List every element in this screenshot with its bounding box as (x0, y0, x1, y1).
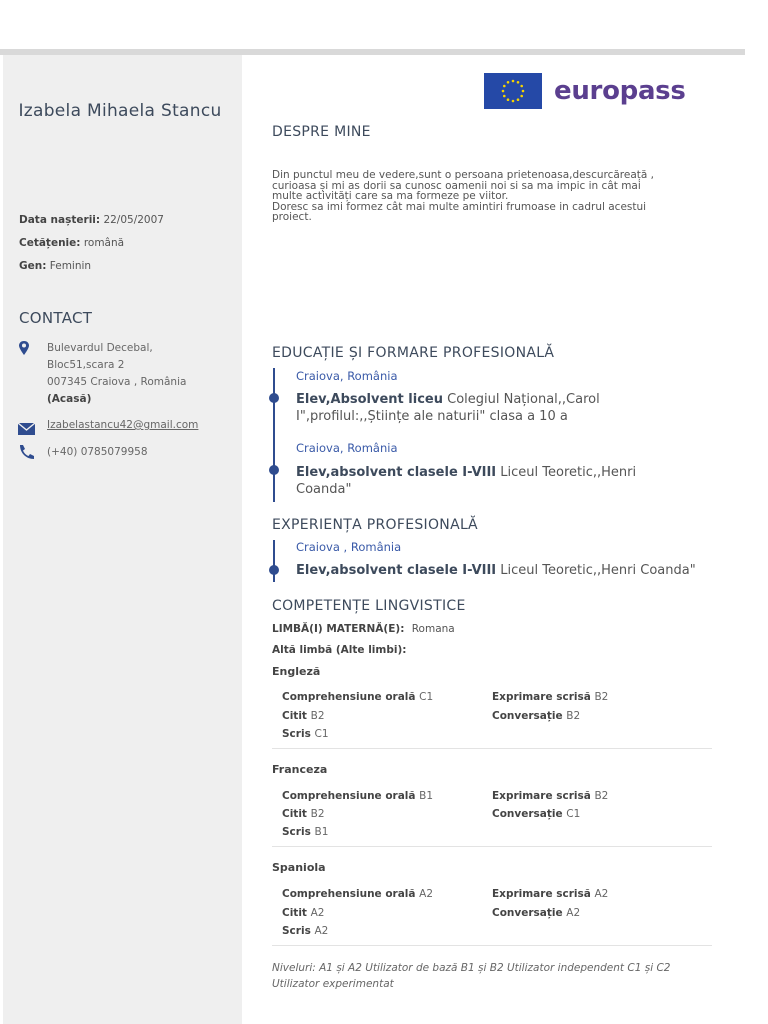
logo-text: europass (554, 76, 686, 106)
skill-oral: Comprehensiune orală C1 (282, 691, 434, 703)
skill-write: Scris C1 (282, 728, 329, 740)
email-link[interactable]: Izabelastancu42@gmail.com (47, 419, 199, 431)
divider (272, 945, 712, 946)
education-timeline (273, 368, 275, 502)
europass-logo (484, 73, 704, 109)
education-title: EDUCAȚIE ȘI FORMARE PROFESIONALĂ (272, 345, 555, 361)
skill-read: Citit B2 (282, 710, 325, 722)
phone-number: (+40) 0785079958 (47, 446, 148, 458)
timeline-dot (269, 393, 279, 403)
experience-place: Craiova , România (296, 540, 402, 554)
language-name: Franceza (272, 763, 328, 776)
skill-oral: Comprehensiune orală A2 (282, 888, 434, 900)
timeline-dot (269, 465, 279, 475)
education-entry: Elev,Absolvent liceu Colegiul Național,,Carol I",profilul:,,Științe ale naturii" clasa a 10 a (296, 392, 600, 424)
person-name: Izabela Mihaela Stancu (18, 101, 222, 121)
contact-title: CONTACT (19, 309, 93, 327)
other-languages-label: Altă limbă (Alte limbi): (272, 644, 407, 656)
experience-timeline (273, 540, 275, 582)
education-entry: Elev,absolvent clasele I-VIII Liceul Teoretic,,Henri Coanda" (296, 465, 637, 497)
skill-written-expression: Exprimare scrisă B2 (492, 790, 609, 802)
location-pin-icon (18, 340, 38, 356)
skill-conversation: Conversație C1 (492, 808, 581, 820)
address: Bulevardul Decebal, Bloc51,scara 2 007345 Craiova , România (Acasă) (47, 342, 187, 405)
sidebar (3, 55, 242, 1024)
skill-read: Citit B2 (282, 808, 325, 820)
phone-icon (18, 444, 38, 460)
skill-write: Scris A2 (282, 925, 329, 937)
envelope-icon (18, 421, 38, 437)
languages-title: COMPETENȚE LINGVISTICE (272, 598, 466, 614)
skill-oral: Comprehensiune orală B1 (282, 790, 434, 802)
levels-note: Niveluri: A1 și A2 Utilizator de bază B1 și B2 Utilizator independent C1 și C2 Utilizator experimentat (272, 962, 671, 990)
skill-conversation: Conversație A2 (492, 907, 581, 919)
language-name: Spaniola (272, 861, 326, 874)
birth-date: Data nașterii: 22/05/2007 (19, 214, 164, 226)
language-name: Engleză (272, 665, 321, 678)
timeline-dot (269, 565, 279, 575)
about-text: Din punctul meu de vedere,sunt o persoana prietenoasa,descurcăreață , curioasa și mi as dorii sa cunosc oamenii noi si sa ma impic in cât mai multe activități care sa ma formeze pe viitor. Doresc sa imi formez cât mai multe amintiri frumoase in cadrul acestui proiect. (272, 169, 655, 223)
divider (272, 846, 712, 847)
skill-conversation: Conversație B2 (492, 710, 581, 722)
eu-flag-icon (484, 73, 542, 109)
experience-title: EXPERIENȚA PROFESIONALĂ (272, 517, 478, 533)
experience-entry: Elev,absolvent clasele I-VIII Liceul Teoretic,,Henri Coanda" (296, 563, 696, 578)
divider (272, 748, 712, 749)
skill-read: Citit A2 (282, 907, 325, 919)
gender: Gen: Feminin (19, 260, 92, 272)
education-place: Craiova, România (296, 369, 398, 383)
mother-tongue: LIMBĂ(I) MATERNĂ(E): Romana (272, 623, 455, 635)
about-title: DESPRE MINE (272, 124, 371, 140)
skill-write: Scris B1 (282, 826, 329, 838)
skill-written-expression: Exprimare scrisă B2 (492, 691, 609, 703)
education-place: Craiova, România (296, 441, 398, 455)
skill-written-expression: Exprimare scrisă A2 (492, 888, 609, 900)
citizenship: Cetățenie: română (19, 237, 125, 249)
